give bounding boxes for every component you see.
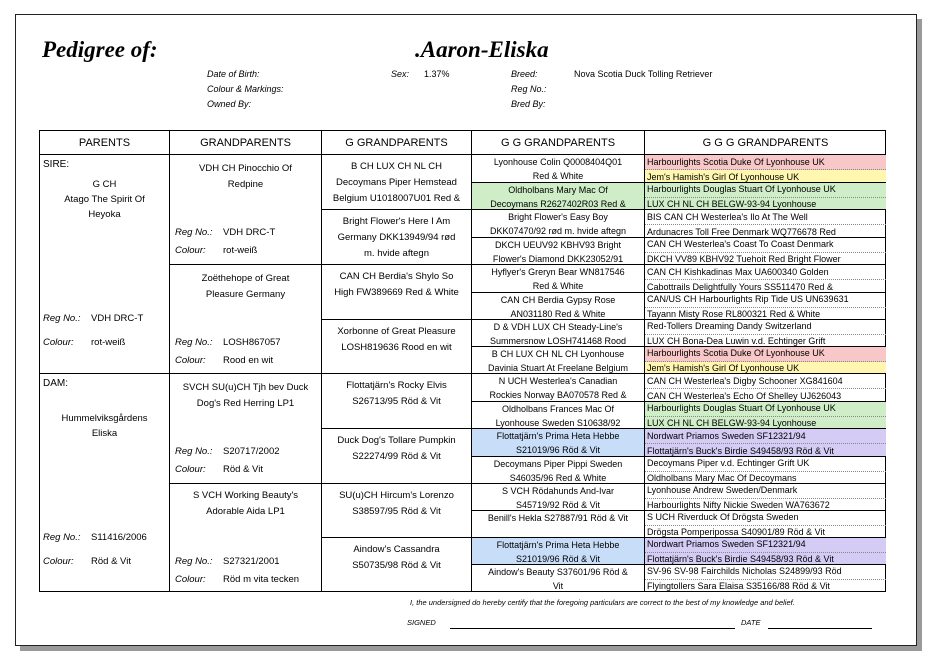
- ggp-line2: S22274/99 Röd & Vit: [352, 451, 441, 462]
- sire-cell: [40, 155, 170, 374]
- grandparent-name-line1: VDH CH Pinocchio Of: [199, 163, 292, 174]
- ggg-sire-line: Red-Tollers Dreaming Dandy Switzerland: [645, 320, 886, 335]
- ggg-grandparent-cell: [645, 265, 886, 293]
- great-grandparent-cell: [322, 484, 472, 538]
- date-line[interactable]: [768, 628, 872, 629]
- grandparent-name-line2: Adorable Aida LP1: [206, 506, 285, 518]
- grandparent-colour-label: Colour:: [175, 574, 206, 585]
- grandparent-reg-label: Reg No.:: [175, 227, 213, 238]
- grandparent-cell: [170, 374, 322, 484]
- ggp-line2: Decoymans Piper Hemstead: [336, 177, 457, 188]
- ggg-line1: Oldholbans Frances Mac Of: [501, 404, 615, 414]
- ggg-sire-line: Nordwart Priamos Sweden SF12321/94: [645, 429, 886, 444]
- grandparent-reg-label: Reg No.:: [175, 337, 213, 348]
- sex-value: 1.37%: [424, 69, 450, 79]
- ggg-line1: DKCH UEUV92 KBHV93 Bright: [494, 240, 622, 250]
- grandparent-name-line1: SVCH SU(u)CH Tjh bev Duck: [182, 382, 309, 393]
- ggg-line1: Benill's Hekla S27887/91 Röd & Vit: [487, 513, 629, 523]
- sex-label: Sex:: [391, 69, 410, 79]
- gg-grandparent-cell: [472, 210, 645, 238]
- grandparent-name-line2: Redpine: [227, 179, 264, 191]
- date-label: DATE: [741, 618, 761, 627]
- owned-by-label: Owned By:: [207, 99, 252, 109]
- ggg-dam-line: DKCH VV89 KBHV92 Tuehoit Red Bright Flower: [647, 253, 841, 264]
- gg-grandparent-cell: [472, 565, 645, 592]
- ggp-line2: S50735/98 Röd & Vit: [352, 560, 441, 571]
- ggg-grandparent-cell: [645, 484, 886, 511]
- grandparent-colour-label: Colour:: [175, 464, 206, 475]
- sire-name-line3: Heyoka: [88, 209, 121, 221]
- ggg-line1: B CH LUX CH NL CH Lyonhouse: [491, 349, 625, 359]
- ggg-line1: Oldholbans Mary Mac Of: [508, 185, 608, 195]
- reg-no-label: Reg No.:: [511, 84, 547, 94]
- sire-colour-value: rot-weiß: [91, 337, 126, 348]
- ggg-grandparent-cell: [645, 155, 886, 183]
- dam-role: DAM:: [43, 378, 68, 389]
- dam-reg-value: S11416/2006: [91, 532, 147, 543]
- ggg-dam-line: Flottatjärn's Buck's Birdie S49458/93 Röd & Vit: [645, 553, 886, 566]
- ggp-line1: Duck Dog's Tollare Pumpkin: [337, 435, 456, 446]
- col-header-gg-grandparents: G G GRANDPARENTS: [472, 131, 645, 155]
- ggg-line1: S VCH Rödahunds And-Ivar: [501, 486, 615, 496]
- ggg-sire-line: CAN CH Kishkadinas Max UA600340 Golden: [645, 265, 886, 280]
- ggg-grandparent-cell: [645, 429, 886, 457]
- great-grandparent-cell: [322, 429, 472, 484]
- ggg-sire-line: CAN CH Westerlea's Digby Schooner XG841604: [645, 374, 886, 389]
- gg-grandparent-cell: [472, 293, 645, 320]
- ggg-line2: AN031180 Red & White: [510, 309, 606, 319]
- gg-grandparent-cell: [472, 155, 645, 183]
- grandparent-reg-value: LOSH867057: [223, 337, 281, 348]
- grandparent-reg-value: VDH DRC-T: [223, 227, 276, 238]
- ggg-dam-line: Oldholbans Mary Mac Of Decoymans: [647, 472, 797, 483]
- grandparent-colour-label: Colour:: [175, 245, 206, 256]
- grandparent-colour-value: Röd m vita tecken: [223, 574, 300, 585]
- ggg-line2: Decoymans R2627402R03 Red &: [490, 199, 626, 209]
- ggp-line2: Germany DKK13949/94 rød: [337, 232, 456, 243]
- ggg-grandparent-cell: [645, 511, 886, 538]
- great-grandparent-cell: [322, 265, 472, 320]
- ggg-grandparent-cell: [645, 374, 886, 402]
- ggg-sire-line: Harbourlights Scotia Duke Of Lyonhouse UK: [645, 155, 886, 170]
- dam-colour-label: Colour:: [43, 556, 74, 567]
- ggg-line1: CAN CH Berdia Gypsy Rose: [500, 295, 616, 305]
- ggg-line2: Vit: [552, 581, 564, 591]
- sire-reg-label: Reg No.:: [43, 313, 81, 324]
- bred-by-label: Bred By:: [511, 99, 546, 109]
- grandparent-reg-label: Reg No.:: [175, 556, 213, 567]
- signed-label: SIGNED: [407, 618, 436, 627]
- ggp-line3: m. hvide aftegn: [364, 248, 429, 259]
- ggg-line2: S21019/96 Röd & Vit: [516, 554, 600, 564]
- ggg-sire-line: Lyonhouse Andrew Sweden/Denmark: [645, 484, 886, 499]
- dam-name-line2: Eliska: [91, 428, 118, 440]
- ggg-sire-line: Harbourlights Douglas Stuart Of Lyonhouse UK: [645, 183, 886, 198]
- pedigree-label: Pedigree of:: [42, 37, 158, 62]
- ggg-line1: N UCH Westerlea's Canadian: [498, 376, 618, 386]
- ggg-dam-line: Drögsta Pomperipossa S40901/89 Röd & Vit: [647, 526, 825, 537]
- grandparent-colour-value: Röd & Vit: [223, 464, 263, 475]
- ggg-sire-line: Harbourlights Scotia Duke Of Lyonhouse UK: [645, 347, 886, 362]
- dam-reg-label: Reg No.:: [43, 532, 81, 543]
- ggg-line1: D & VDH LUX CH Steady-Line's: [493, 322, 623, 332]
- col-header-g-grandparents: G GRANDPARENTS: [322, 131, 472, 155]
- sire-colour-label: Colour:: [43, 337, 74, 348]
- ggg-grandparent-cell: [645, 320, 886, 347]
- gg-grandparent-cell: [472, 429, 645, 457]
- gg-grandparent-cell: [472, 484, 645, 511]
- gg-grandparent-cell: [472, 265, 645, 293]
- grandparent-cell: [170, 484, 322, 592]
- signature-line[interactable]: [450, 628, 735, 629]
- great-grandparent-cell: [322, 538, 472, 592]
- sire-role: SIRE:: [43, 159, 70, 170]
- ggg-grandparent-cell: [645, 293, 886, 320]
- ggg-dam-line: Flyingtollers Sara Elaisa S35166/88 Röd & Vit: [647, 580, 830, 591]
- gg-grandparent-cell: [472, 538, 645, 565]
- gg-grandparent-cell: [472, 347, 645, 374]
- ggg-dam-line: Jem's Hamish's Girl Of Lyonhouse UK: [645, 362, 886, 375]
- ggg-line2: DKK07470/92 rød m. hvide aftegn: [489, 226, 627, 236]
- breed-value: Nova Scotia Duck Tolling Retriever: [574, 69, 713, 79]
- ggg-line1: Hyflyer's Greryn Bear WN817546: [491, 267, 625, 277]
- great-grandparent-cell: [322, 374, 472, 429]
- ggp-line1: SU(u)CH Hircum's Lorenzo: [339, 490, 454, 501]
- ggg-sire-line: Nordwart Priamos Sweden SF12321/94: [645, 538, 886, 553]
- ggg-dam-line: CAN CH Westerlea's Echo Of Shelley UJ626043: [647, 391, 842, 401]
- ggg-line2: Red & White: [532, 281, 584, 291]
- col-header-grandparents: GRANDPARENTS: [170, 131, 322, 155]
- ggg-line2: Rockies Norway BA070578 Red &: [489, 390, 627, 400]
- ggg-line2: Red & White: [532, 171, 584, 181]
- col-header-parents: PARENTS: [40, 131, 170, 155]
- ggg-line2: Summersnow LOSH741468 Rood: [489, 336, 627, 346]
- ggg-grandparent-cell: [645, 538, 886, 565]
- ggg-line2: S45719/92 Röd & Vit: [516, 500, 600, 510]
- ggg-dam-line: LUX CH NL CH BELGW-93-94 Lyonhouse: [645, 198, 886, 211]
- grandparent-colour-value: rot-weiß: [223, 245, 258, 256]
- ggp-line2: S38597/95 Röd & Vit: [352, 506, 441, 517]
- ggp-line2: High FW389669 Red & White: [334, 287, 459, 298]
- ggg-line2: Flower's Diamond DKK23052/91: [492, 254, 624, 264]
- dob-label: Date of Birth:: [207, 69, 260, 79]
- ggg-dam-line: Flottatjärn's Buck's Birdie S49458/93 Röd & Vit: [645, 444, 886, 457]
- ggg-sire-line: CAN/US CH Harbourlights Rip Tide US UN639631: [645, 293, 886, 308]
- gg-grandparent-cell: [472, 374, 645, 402]
- ggg-grandparent-cell: [645, 457, 886, 484]
- ggp-line3: Belgium U1018007U01 Red &: [332, 193, 461, 204]
- col-header-ggg-grandparents: G G G GRANDPARENTS: [645, 131, 886, 155]
- ggg-line1: Lyonhouse Colin Q0008404Q01: [493, 157, 623, 167]
- grandparent-colour-value: Rood en wit: [223, 355, 274, 366]
- certification-text: I, the undersigned do hereby certify that the foregoing particulars are correct to the best of my knowledge and belief.: [410, 598, 795, 607]
- ggp-line2: S26713/95 Röd & Vit: [352, 396, 441, 407]
- ggg-line1: Flottatjärn's Prima Heta Hebbe: [496, 431, 620, 441]
- ggp-line1: Xorbonne of Great Pleasure: [337, 326, 456, 337]
- ggg-grandparent-cell: [645, 402, 886, 429]
- ggg-line1: Aindow's Beauty S37601/96 Röd &: [488, 567, 628, 577]
- colour-markings-label: Colour & Markings:: [207, 84, 284, 94]
- ggg-grandparent-cell: [645, 238, 886, 265]
- grandparent-name-line1: S VCH Working Beauty's: [192, 490, 299, 501]
- ggg-sire-line: CAN CH Westerlea's Coast To Coast Denmark: [645, 238, 886, 253]
- ggg-dam-line: Tayann Misty Rose RL800321 Red & White: [647, 308, 821, 319]
- pedigree-table: [39, 130, 886, 592]
- ggg-dam-line: Harbourlights Nifty Nickie Sweden WA763672: [647, 499, 830, 510]
- ggp-line1: Flottatjärn's Rocky Elvis: [346, 380, 447, 391]
- ggg-line2: Davinia Stuart At Freelane Belgium: [487, 363, 629, 373]
- ggg-dam-line: LUX CH NL CH BELGW-93-94 Lyonhouse: [645, 417, 886, 430]
- dog-name: .Aaron-Eliska: [415, 37, 549, 62]
- ggg-grandparent-cell: [645, 565, 886, 592]
- grandparent-reg-value: S20717/2002: [223, 446, 280, 457]
- sire-name-line2: Atago The Spirit Of: [64, 194, 145, 206]
- great-grandparent-cell: [322, 210, 472, 265]
- ggg-dam-line: Cabottrails Delightfully Yours SS511470 Red &: [647, 282, 833, 292]
- gg-grandparent-cell: [472, 320, 645, 347]
- grandparent-reg-label: Reg No.:: [175, 446, 213, 457]
- great-grandparent-cell: [322, 155, 472, 210]
- ggg-grandparent-cell: [645, 210, 886, 238]
- ggp-line1: Bright Flower's Here I Am: [342, 216, 451, 227]
- gg-grandparent-cell: [472, 402, 645, 429]
- great-grandparent-cell: [322, 320, 472, 374]
- grandparent-colour-label: Colour:: [175, 355, 206, 366]
- gg-grandparent-cell: [472, 183, 645, 210]
- ggg-grandparent-cell: [645, 347, 886, 374]
- ggg-sire-line: SV-96 SV-98 Fairchilds Nicholas S24899/93 Röd: [645, 565, 886, 580]
- ggg-line2: Lyonhouse Sweden S10638/92: [495, 418, 621, 428]
- ggp-line1: CAN CH Berdia's Shylo So: [339, 271, 454, 282]
- ggg-sire-line: BIS CAN CH Westerlea's Ilo At The Well: [645, 210, 886, 225]
- ggp-line2: LOSH819636 Rood en wit: [341, 342, 452, 353]
- dam-name-line1: Hummelviksgårdens: [61, 413, 148, 424]
- dam-colour-value: Röd & Vit: [91, 556, 131, 567]
- grandparent-reg-value: S27321/2001: [223, 556, 280, 567]
- breed-label: Breed:: [511, 69, 538, 79]
- grandparent-cell: [170, 265, 322, 374]
- sire-reg-value: VDH DRC-T: [91, 313, 144, 324]
- ggg-grandparent-cell: [645, 183, 886, 210]
- ggg-line1: Bright Flower's Easy Boy: [508, 212, 608, 222]
- ggg-line1: Flottatjärn's Prima Heta Hebbe: [496, 540, 620, 550]
- ggp-line1: B CH LUX CH NL CH: [351, 161, 442, 172]
- gg-grandparent-cell: [472, 511, 645, 538]
- dam-cell: [40, 374, 170, 592]
- ggg-sire-line: S UCH Riverduck Of Drögsta Sweden: [645, 511, 886, 526]
- ggg-dam-line: LUX CH Bona-Dea Luwin v.d. Echtinger Grift: [647, 335, 826, 346]
- ggg-sire-line: Decoymans Piper v.d. Echtinger Grift UK: [645, 457, 886, 472]
- ggg-line1: Decoymans Piper Pippi Sweden: [493, 459, 623, 469]
- grandparent-name-line2: Dog's Red Herring LP1: [196, 398, 295, 410]
- grandparent-name-line1: Zoëthehope of Great: [201, 273, 290, 284]
- ggg-sire-line: Harbourlights Douglas Stuart Of Lyonhouse UK: [645, 402, 886, 417]
- ggg-line2: S21019/96 Röd & Vit: [516, 445, 600, 455]
- sire-name-line1: G CH: [92, 179, 117, 190]
- ggg-line2: S46035/96 Red & White: [509, 473, 607, 483]
- ggp-line1: Aindow's Cassandra: [353, 544, 440, 555]
- ggg-dam-line: Ardunacres Toll Free Denmark WQ776678 Red: [647, 227, 836, 237]
- gg-grandparent-cell: [472, 238, 645, 265]
- grandparent-cell: [170, 155, 322, 265]
- grandparent-name-line2: Pleasure Germany: [205, 289, 286, 301]
- ggg-dam-line: Jem's Hamish's Girl Of Lyonhouse UK: [645, 170, 886, 183]
- gg-grandparent-cell: [472, 457, 645, 484]
